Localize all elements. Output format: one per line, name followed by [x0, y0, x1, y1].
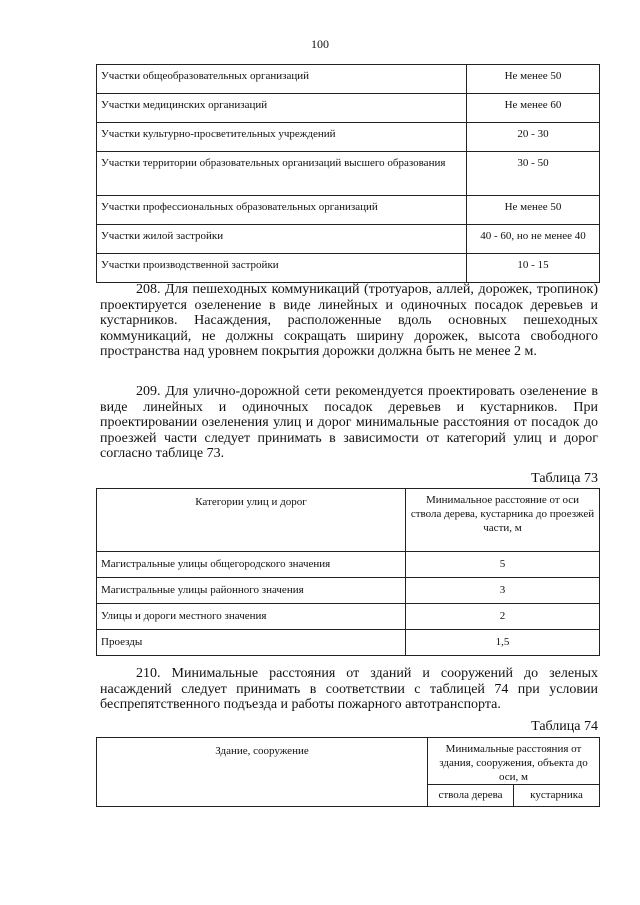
row-value: Не менее 50 [467, 196, 600, 225]
table-row [97, 152, 600, 196]
subheader-cell: ствола дерева [428, 785, 514, 807]
row-name: Магистральные улицы районного значения [97, 578, 406, 604]
table-row [97, 65, 600, 94]
header-cell: Минимальное расстояние от оси ствола дерева, кустарника до проезжей части, м [406, 489, 600, 552]
table-header-row [97, 489, 600, 552]
row-value: 5 [406, 552, 600, 578]
row-value: 30 - 50 [467, 152, 600, 196]
row-name: Участки территории образовательных организаций высшего образования [97, 152, 467, 196]
row-value: 2 [406, 604, 600, 630]
paragraph-text: 210. Минимальные расстояния от зданий и сооружений до зеленых насаждений следует принимать в соответствии с таблицей 74 при условии беспрепятственного подъезда и работы пожарного автотранспорта. [100, 666, 598, 712]
row-name: Участки жилой застройки [97, 225, 467, 254]
row-name: Участки культурно-просветительных учреждений [97, 123, 467, 152]
row-value: Не менее 60 [467, 94, 600, 123]
table-74-caption: Таблица 74 [531, 719, 598, 734]
row-value: 3 [406, 578, 600, 604]
table-row [97, 225, 600, 254]
table-header-row [97, 738, 600, 785]
row-name: Улицы и дороги местного значения [97, 604, 406, 630]
row-name: Магистральные улицы общегородского значения [97, 552, 406, 578]
table-row [97, 604, 600, 630]
row-name: Участки производственной застройки [97, 254, 467, 283]
table-74 [96, 737, 600, 807]
paragraph-209 [100, 384, 598, 462]
row-name: Участки общеобразовательных организаций [97, 65, 467, 94]
header-cell: Категории улиц и дорог [97, 489, 406, 552]
row-value: Не менее 50 [467, 65, 600, 94]
header-cell: Здание, сооружение [97, 738, 428, 807]
table-73 [96, 488, 600, 656]
row-value: 1,5 [406, 630, 600, 656]
page-number: 100 [311, 37, 329, 51]
paragraph-208 [100, 282, 598, 360]
table-row [97, 630, 600, 656]
row-value: 10 - 15 [467, 254, 600, 283]
paragraph-text: 209. Для улично-дорожной сети рекомендуется проектировать озеленение в виде линейных и одиночных посадок деревьев и кустарников. При проектировании озеленения улиц и дорог минимальные расстояния от посадок до проезжей части следует принимать в зависимости от категорий улиц и дорог согласно таблице 73. [100, 384, 598, 461]
table-row [97, 123, 600, 152]
row-name: Проезды [97, 630, 406, 656]
green-distance-table [96, 64, 600, 283]
table-row [97, 254, 600, 283]
row-name: Участки медицинских организаций [97, 94, 467, 123]
subheader-cell: кустарника [514, 785, 600, 807]
table-73-caption: Таблица 73 [531, 471, 598, 486]
row-value: 40 - 60, но не менее 40 [467, 225, 600, 254]
table-row [97, 552, 600, 578]
paragraph-text: 208. Для пешеходных коммуникаций (тротуаров, аллей, дорожек, тропинок) проектируется озеленение в виде линейных и одиночных посадок деревьев и кустарников. Насаждения, расположенные вдоль основных пешеходных коммуникаций, не должны сокращать ширину дорожек, высота свободного пространства над уровнем покрытия дорожки должна быть не менее 2 м. [100, 282, 598, 359]
row-value: 20 - 30 [467, 123, 600, 152]
header-cell: Минимальные расстояния от здания, сооружения, объекта до оси, м [428, 738, 600, 785]
table-row [97, 196, 600, 225]
table-row [97, 94, 600, 123]
table-row [97, 578, 600, 604]
paragraph-210 [100, 666, 598, 713]
row-name: Участки профессиональных образовательных организаций [97, 196, 467, 225]
